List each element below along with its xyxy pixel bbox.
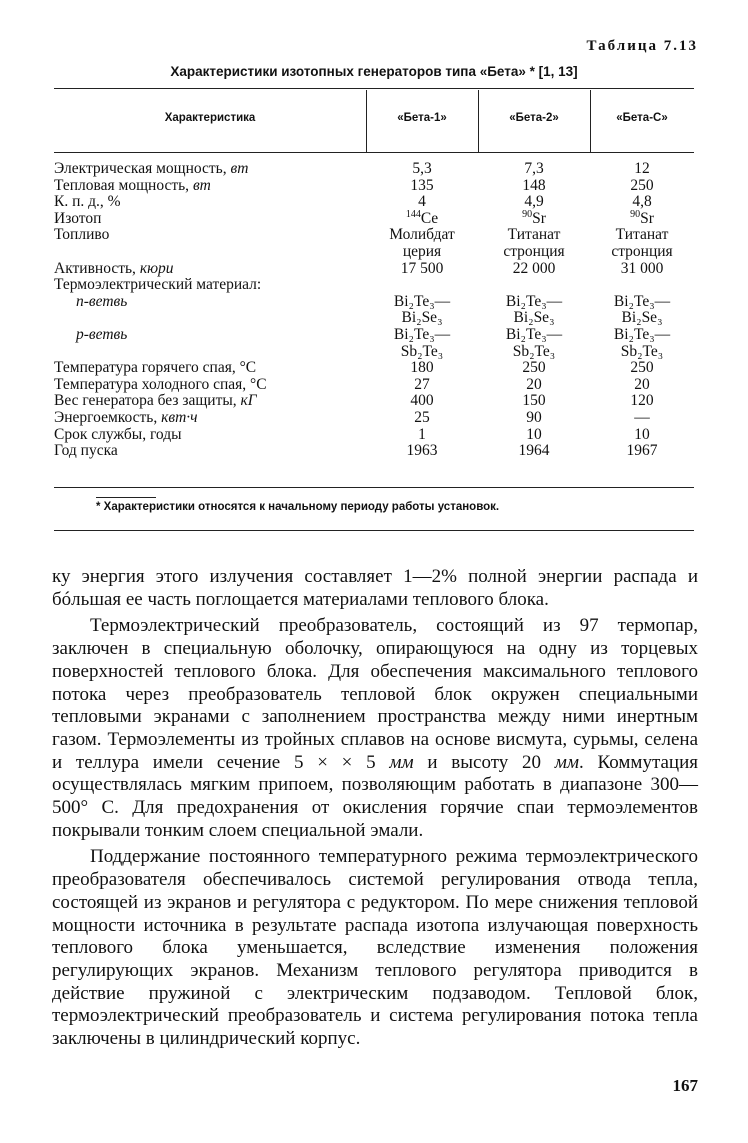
row-label: К. п. д., % — [54, 193, 121, 211]
table-row — [54, 261, 694, 278]
footnote-rule — [96, 497, 156, 498]
table-row — [54, 410, 694, 427]
cell: $^{90}$Sr — [630, 208, 654, 227]
cell: Bi₂Se₃ — [401, 309, 443, 327]
row-label — [54, 244, 366, 261]
cell: 22 000 — [512, 259, 556, 277]
row-label: Термоэлектрический материал: — [54, 276, 262, 294]
paragraph: Поддержание постоянного температурного режима термоэлектрического преобразователя обеспечивалось системой регулирования отвода тепла, состоящей из экранов и регулятора с редуктором. По мере снижения тепловой мощности источника в результате распада изотопа излучающая поверхность теплового блока уменьшается, вследствие изменения положения регулирующих экранов. Механизм теплового регулятора приводится в действие пружиной с электрическим подзаводом. Тепловой блок, термоэлектрический преобразователь и система регулирования потока тепла заключены в цилиндрический корпус. — [52, 846, 698, 1050]
table-row — [54, 178, 694, 195]
cell: 12 — [634, 160, 650, 177]
header-bottom-rule — [54, 152, 694, 153]
row-label: Энергоемкость, квт·ч — [54, 408, 198, 426]
cell: 4 — [418, 193, 426, 211]
cell: 7,3 — [524, 160, 544, 177]
cell: Титанат — [615, 226, 669, 244]
cell: 20 — [526, 375, 542, 393]
cell: Sb₂Te₃ — [400, 342, 444, 360]
footnote-bottom-rule — [54, 530, 694, 531]
table-row — [54, 294, 694, 311]
table-row — [54, 161, 694, 178]
row-label: Активность, кюри — [54, 259, 174, 277]
table-row — [54, 227, 694, 244]
cell: 31 000 — [620, 259, 664, 277]
cell: 1 — [418, 425, 426, 443]
table-bottom-rule — [54, 487, 694, 488]
cell: $^{90}$Sr — [522, 208, 546, 227]
cell: 150 — [522, 392, 546, 410]
header-beta-2: «Бета-2» — [509, 112, 559, 124]
row-label: Срок службы, годы — [54, 425, 182, 443]
header-beta-c: «Бета-С» — [616, 112, 668, 124]
cell: 5,3 — [412, 160, 432, 177]
cell: 1967 — [626, 442, 658, 460]
table-row — [54, 327, 694, 344]
cell: 250 — [630, 359, 654, 377]
cell: Bi₂Te₃— — [613, 325, 671, 343]
paragraph: Термоэлектрический преобразователь, состоящий из 97 термопар, заключен в специальную оболочку, опирающуюся на одну из торцевых поверхностей теплового блока. Для обеспечения максимального теплового потока через преобразователь тепловой блок окружен специальными тепловыми экранами с заполнением пространства между ними инертным газом. Термоэлементы из тройных сплавов на основе висмута, сурьмы, селена и теллура имели сечение 5 × × 5 мм и высоту 20 мм. Коммутация осуществлялась мягким припоем, позволяющим работать в диапазоне 300—500° С. Для предохранения от окисления горячие спаи термоэлементов покрывали тонким слоем специальной эмали. — [52, 615, 698, 841]
cell: 1963 — [406, 442, 438, 460]
cell: 10 — [526, 425, 542, 443]
table-row — [54, 393, 694, 410]
cell: $^{144}$Ce — [405, 208, 439, 227]
header-characteristic: Характеристика — [164, 112, 256, 124]
paragraph: ку энергия этого излучения составляет 1—2% полной энергии распада и бóльшая ее часть поглощается материалами теплового блока. — [52, 566, 698, 610]
cell: Молибдат — [389, 226, 455, 244]
cell: 4,8 — [632, 193, 652, 211]
table-row — [54, 310, 694, 327]
row-label: Топливо — [54, 226, 110, 244]
table-row — [54, 344, 694, 361]
cell: Sb₂Te₃ — [620, 342, 664, 360]
cell: 148 — [522, 176, 546, 194]
cell: — — [634, 408, 650, 426]
cell: 90 — [526, 408, 542, 426]
row-label — [54, 344, 366, 361]
header-beta-1: «Бета-1» — [397, 112, 447, 124]
cell: Bi₂Se₃ — [621, 309, 663, 327]
table-caption: Таблица 7.13 — [586, 38, 698, 54]
body-text — [52, 566, 698, 1051]
cell: 4,9 — [524, 193, 544, 211]
row-label: n-ветвь — [76, 292, 128, 310]
cell: Bi₂Te₃— — [393, 325, 451, 343]
cell: Bi₂Te₃— — [505, 325, 563, 343]
cell: Sb₂Te₃ — [512, 342, 556, 360]
cell: Bi₂Te₃— — [393, 292, 451, 310]
row-label: p-ветвь — [76, 325, 128, 343]
cell: стронция — [503, 242, 565, 260]
cell: 10 — [634, 425, 650, 443]
cell: 20 — [634, 375, 650, 393]
cell: 1964 — [518, 442, 550, 460]
table-title: Характеристики изотопных генераторов типа «Бета» * [1, 13] — [170, 64, 578, 79]
row-label: Вес генератора без защиты, кГ — [54, 392, 257, 410]
table-row — [54, 377, 694, 394]
cell: 250 — [522, 359, 546, 377]
table-body — [54, 161, 694, 460]
row-label: Электрическая мощность, вт — [54, 160, 249, 177]
table-row — [54, 360, 694, 377]
table-row — [54, 277, 694, 294]
cell: Bi₂Te₃— — [505, 292, 563, 310]
cell: 17 500 — [400, 259, 444, 277]
row-label: Тепловая мощность, вт — [54, 176, 211, 194]
table-top-rule — [54, 88, 694, 89]
cell: Титанат — [507, 226, 561, 244]
table-row — [54, 244, 694, 261]
table-row — [54, 427, 694, 444]
cell: стронция — [611, 242, 673, 260]
row-label: Температура холодного спая, °С — [54, 375, 267, 393]
cell: 25 — [414, 408, 430, 426]
cell: церия — [402, 242, 442, 260]
cell: 135 — [410, 176, 434, 194]
cell: 180 — [410, 359, 434, 377]
cell: 120 — [630, 392, 654, 410]
table-row — [54, 443, 694, 460]
row-label: Год пуска — [54, 442, 118, 460]
cell: 27 — [414, 375, 430, 393]
row-label: Температура горячего спая, °С — [54, 359, 257, 377]
table-footnote: * Характеристики относятся к начальному периоду работы установок. — [96, 501, 500, 513]
row-label — [54, 310, 366, 327]
row-label: Изотоп — [54, 209, 102, 227]
table-row — [54, 208, 694, 228]
cell: Bi₂Se₃ — [513, 309, 555, 327]
cell: Bi₂Te₃— — [613, 292, 671, 310]
cell: 400 — [410, 392, 434, 410]
table-row — [54, 194, 694, 211]
page-number: 167 — [672, 1076, 698, 1095]
cell: 250 — [630, 176, 654, 194]
